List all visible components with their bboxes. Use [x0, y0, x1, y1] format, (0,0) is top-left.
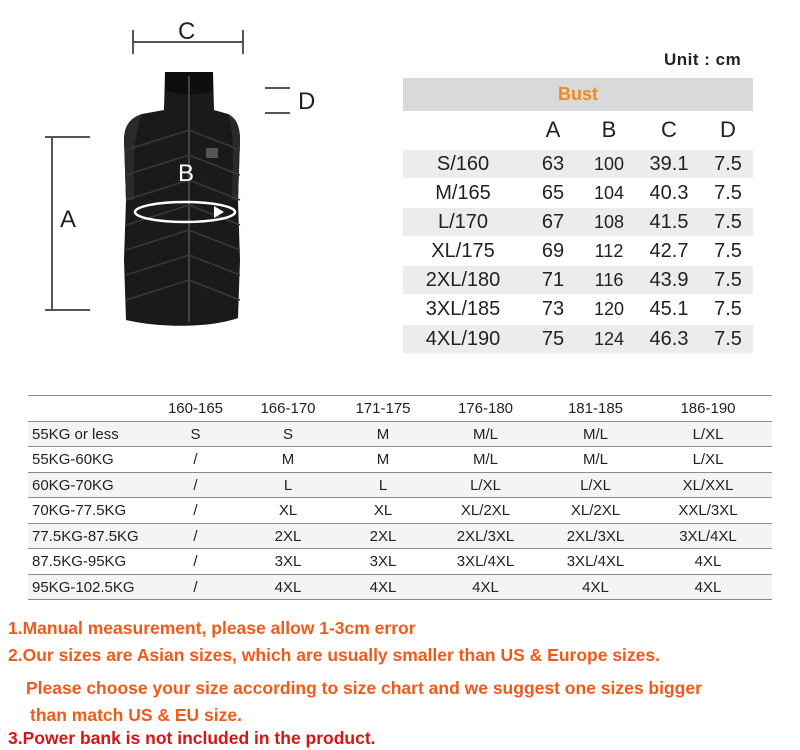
value-c: 39.1 [649, 153, 689, 175]
value-d: 7.5 [714, 240, 742, 262]
dimension-a-label: A [60, 206, 77, 233]
value-d: 7.5 [714, 269, 742, 291]
value-b: 108 [593, 212, 625, 232]
vest-body [124, 72, 240, 326]
table-row [28, 575, 772, 601]
size-cell: XL/2XL [570, 502, 621, 519]
size-cell: L [378, 476, 388, 494]
weight-label: 55KG-60KG [32, 451, 114, 468]
table-row [403, 295, 753, 323]
dimension-b-label: B [178, 160, 195, 187]
value-a: 65 [541, 182, 565, 204]
table-row [403, 325, 753, 353]
value-d: 7.5 [714, 211, 742, 233]
weight-label: 55KG or less [32, 425, 119, 443]
size-cell: L [283, 476, 293, 494]
value-b: 100 [593, 154, 625, 174]
size-cell: M [281, 451, 295, 468]
size-cell: XL [278, 502, 298, 519]
size-cell: M [376, 451, 390, 468]
size-cell: XL/XXL [682, 476, 734, 494]
table-row [403, 150, 753, 178]
size-cell: M/L [582, 451, 608, 468]
size-cell: L/XL [470, 476, 501, 494]
table-row [403, 266, 753, 294]
table-row [28, 422, 772, 448]
size-cell: M/L [582, 425, 608, 443]
size-cell: S [282, 425, 293, 443]
size-cell: 4XL [582, 578, 609, 596]
header-c: C [661, 117, 677, 142]
size-cell: 3XL [274, 553, 302, 570]
height-header: 171-175 [355, 400, 411, 417]
size-cell: 3XL/4XL [679, 527, 737, 545]
table-row [28, 524, 772, 550]
table-row [28, 549, 772, 575]
table-row [28, 447, 772, 473]
header-a: A [545, 117, 561, 142]
table-row [403, 237, 753, 265]
size-cell: XXL/3XL [678, 502, 738, 519]
size-cell: 2XL [369, 527, 397, 545]
height-header: 176-180 [457, 400, 514, 417]
size-cell: / [193, 451, 198, 468]
value-d: 7.5 [714, 153, 742, 175]
value-d: 7.5 [714, 182, 742, 204]
size-cell: / [193, 476, 198, 494]
unit-label: Unit : cm [664, 50, 742, 69]
size-cell: L/XL [580, 476, 611, 494]
table-row [28, 498, 772, 524]
weight-label: 77.5KG-87.5KG [32, 527, 139, 545]
size-cell: 2XL [274, 527, 302, 545]
size-cell: 3XL [369, 553, 397, 570]
size-cell: M/L [472, 425, 498, 443]
note-2: 2.Our sizes are Asian sizes, which are usually smaller than US & Europe sizes. [8, 645, 660, 665]
size-cell: 3XL/4XL [566, 553, 625, 570]
value-b: 124 [593, 329, 625, 349]
size-name: 4XL/190 [425, 328, 501, 350]
value-c: 41.5 [649, 211, 689, 233]
value-c: 42.7 [649, 240, 689, 262]
size-name: 3XL/185 [425, 298, 501, 320]
weight-label: 95KG-102.5KG [32, 578, 135, 596]
height-header: 160-165 [167, 400, 224, 417]
value-a: 71 [541, 269, 565, 291]
note-1: 1.Manual measurement, please allow 1-3cm error [8, 618, 416, 638]
size-table-header-row [403, 116, 753, 144]
value-d: 7.5 [714, 328, 742, 350]
size-cell: 4XL [472, 578, 499, 596]
weight-label: 70KG-77.5KG [32, 502, 127, 519]
value-a: 69 [541, 240, 565, 262]
value-a: 67 [541, 211, 565, 233]
note-2-continued: Please choose your size according to size chart and we suggest one sizes bigger [26, 678, 702, 698]
dimension-c-label: C [178, 18, 196, 45]
size-cell: 3XL/4XL [456, 553, 515, 570]
size-cell: 4XL [369, 578, 397, 596]
size-cell: 4XL [694, 553, 722, 570]
size-cell: XL [373, 502, 393, 519]
fit-table [28, 395, 772, 600]
size-cell: 4XL [274, 578, 302, 596]
value-d: 7.5 [714, 298, 742, 320]
size-cell: 2XL/3XL [566, 527, 625, 545]
note-3: 3.Power bank is not included in the product. [8, 728, 376, 748]
value-c: 43.9 [649, 269, 689, 291]
value-c: 40.3 [649, 182, 689, 204]
value-b: 120 [593, 299, 625, 319]
value-b: 116 [594, 270, 624, 290]
size-name: S/160 [436, 153, 490, 175]
size-cell: M [376, 425, 390, 443]
table-row [403, 208, 753, 236]
size-cell: / [193, 578, 198, 596]
size-cell: XL/2XL [460, 502, 511, 519]
vest-illustration [0, 0, 380, 390]
size-name: 2XL/180 [425, 269, 501, 291]
heating-button-icon [206, 148, 218, 158]
size-cell: / [193, 502, 198, 519]
size-cell: 2XL/3XL [456, 527, 515, 545]
size-cell: L/XL [692, 425, 724, 443]
value-a: 63 [541, 153, 565, 175]
bust-header-bar [403, 78, 753, 111]
table-row [28, 473, 772, 499]
height-header: 166-170 [260, 400, 316, 417]
bust-title: Bust [558, 84, 598, 104]
size-cell: L/XL [692, 451, 724, 468]
header-d: D [720, 117, 736, 142]
size-name: L/170 [437, 211, 489, 233]
note-2-continued-2: than match US & EU size. [30, 705, 242, 725]
size-cell: S [190, 425, 201, 443]
value-b: 104 [593, 183, 625, 203]
weight-label: 60KG-70KG [32, 476, 114, 494]
table-row [403, 179, 753, 207]
value-c: 46.3 [649, 328, 689, 350]
dimension-d-label: D [298, 88, 316, 115]
value-a: 73 [541, 298, 565, 320]
size-name: M/165 [435, 182, 491, 204]
fit-table-header-row [28, 395, 772, 422]
height-header: 186-190 [680, 400, 736, 417]
height-header: 181-185 [567, 400, 624, 417]
vest-image [0, 0, 380, 390]
header-b: B [601, 117, 617, 142]
weight-label: 87.5KG-95KG [32, 553, 127, 570]
value-b: 112 [594, 241, 624, 261]
value-a: 75 [541, 328, 565, 350]
size-name: XL/175 [431, 240, 495, 262]
size-cell: M/L [472, 451, 498, 468]
size-cell: 4XL [694, 578, 722, 596]
value-c: 45.1 [649, 298, 689, 320]
size-cell: / [193, 553, 198, 570]
size-cell: / [193, 527, 198, 545]
